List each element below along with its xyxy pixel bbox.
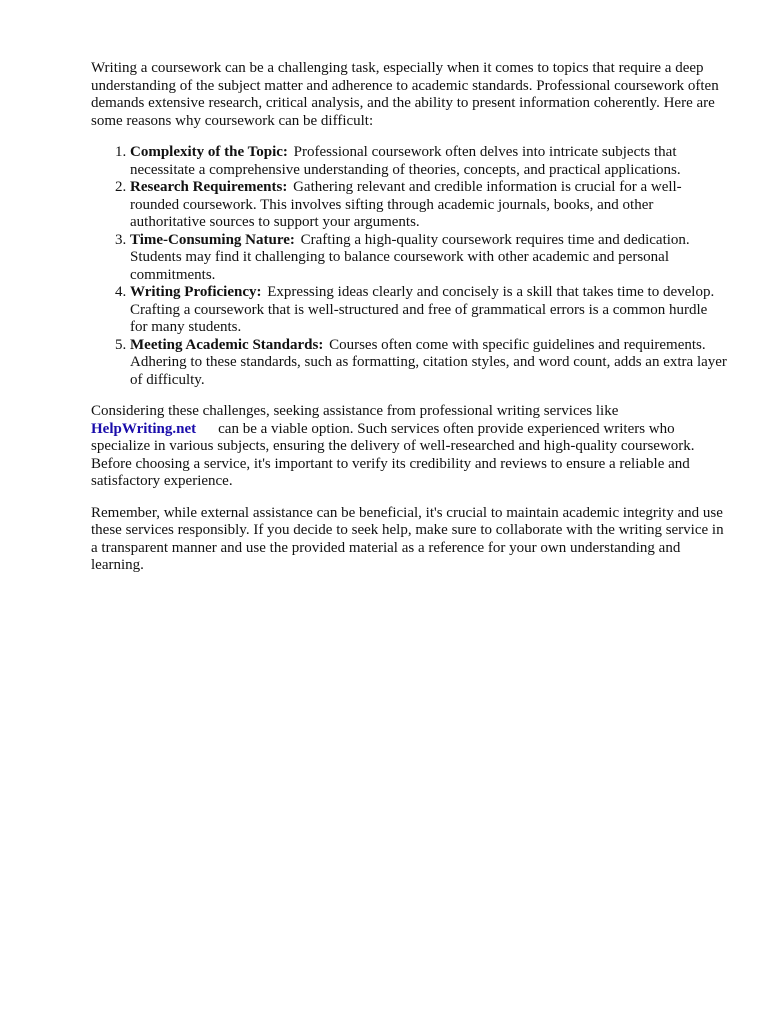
list-item xyxy=(130,337,728,390)
reason-term: Time-Consuming Nature: xyxy=(130,231,295,248)
reason-term: Complexity of the Topic: xyxy=(130,144,288,160)
intro-paragraph: Writing a coursework can be a challenging task, especially when it comes to topics that require a deep understanding of the subject matter and adherence to academic standards. Professional coursework often demands extensive research, critical analysis, and the ability to present information coherently. Here are some reasons why coursework can be difficult: xyxy=(91,60,719,129)
reason-text: Professional coursework often delves into intricate subjects that necessitate a comprehensive understanding of theories, concepts, and practical applications. xyxy=(130,144,681,178)
closing-paragraph: Remember, while external assistance can be beneficial, it's crucial to maintain academic integrity and use these services responsibly. If you decide to seek help, make sure to collaborate with the writing service in a transparent manner and use the provided material as a reference for your own understanding and learning. xyxy=(91,504,724,573)
list-item xyxy=(130,179,728,232)
helpwriting-link[interactable]: HelpWriting.net xyxy=(91,420,197,437)
list-item xyxy=(130,284,728,337)
reason-term: Research Requirements: xyxy=(130,179,288,195)
considering-paragraph xyxy=(91,403,728,491)
reason-text: Courses often come with specific guidelines and requirements. Adhering to these standards, such as formatting, citation styles, and word count, adds an extra layer of difficulty. xyxy=(130,336,727,388)
considering-text-after: can be a viable option. Such services often provide experienced writers who specialize in various subjects, ensuring the delivery of well-researched and high-quality coursework. Before choosing a service, it's important to verify its credibility and reviews to ensure a reliable and satisfactory experience. xyxy=(91,420,695,489)
list-item xyxy=(130,144,728,179)
reason-term: Writing Proficiency: xyxy=(130,284,262,300)
reason-text: Expressing ideas clearly and concisely is a skill that takes time to develop. Crafting a coursework that is well-structured and free of grammatical errors is a common hurdle for many students. xyxy=(130,284,715,335)
reason-text: Crafting a high-quality coursework requires time and dedication. Students may find it challenging to balance coursework with other academic and personal commitments. xyxy=(130,231,690,283)
list-item xyxy=(130,232,728,285)
considering-text-before: Considering these challenges, seeking assistance from professional writing services like xyxy=(91,403,619,419)
reasons-list xyxy=(91,144,728,389)
reason-term: Meeting Academic Standards: xyxy=(130,336,324,353)
reason-text: Gathering relevant and credible information is crucial for a well-rounded coursework. This involves sifting through academic journals, books, and other authoritative sources to support your arguments. xyxy=(130,179,682,230)
